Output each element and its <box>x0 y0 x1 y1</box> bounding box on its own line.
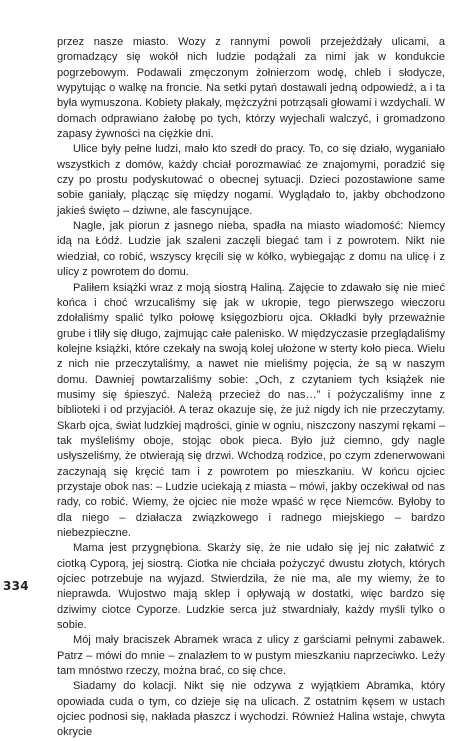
paragraph: Paliłem książki wraz z moją siostrą Haliną. Zajęcie to zdawało się nie mieć końca i choć wrzucaliśmy się jak w ukropie, tego pierwszego wieczoru zdołaliśmy spalić tylko połowę księgozbioru ojca. Okładki były przeważnie grube i tliły się długo, zajmując całe palenisko. W międzyczasie przeglądaliśmy kolejne książki, które czekały na swoją kolej ułożone w sterty koło pieca. Wielu z nich nie przeczytaliśmy, a nawet nie mieliśmy pojęcia, że są w naszym domu. Dawniej powtarzaliśmy sobie: „Och, z czytaniem tych książek nie musimy się śpieszyć. Należą przecież do nas…” i pożyczaliśmy inne z biblioteki i od przyjaciół. A teraz okazuje się, że już nigdy ich nie przeczytamy. Skarb ojca, świat ludzkiej mądrości, ginie w ogniu, niszczony naszymi rękami – tak myśleliśmy oboje, stojąc obok pieca. Było już ciemno, gdy nagle usłyszeliśmy, że otwierają się drzwi. Wchodzą rodzice, po czym zdenerwowani zaczynają się kręcić tam i z powrotem po mieszkaniu. W końcu ojciec przystaje obok nas: – Ludzie uciekają z miasta – mówi, jakby oczekiwał od nas rady, co robić. Wiemy, że ojciec nie może wpaść w ręce Niemców. Byłoby to dla niego – działacza związkowego i radnego miejskiego – bardzo niebezpieczne. <box>57 281 445 539</box>
paragraph: Siadamy do kolacji. Nikt się nie odzywa z wyjątkiem Abramka, który opowiada cuda o tym, co dzieje się na ulicach. Z ostatnim kęsem w ustach ojciec podnosi się, nakłada płaszcz i wychodzi. Również Halina wstaje, chwyta okrycie <box>57 680 445 739</box>
paragraph: Mój mały braciszek Abramek wraca z ulicy z garściami pełnymi zabawek. Patrz – mówi do mnie – znalazłem to w pustym mieszkaniu naprzeciwko. Leży tam mnóstwo rzeczy, można brać, co się chce. <box>57 634 445 678</box>
paragraph: Nagle, jak piorun z jasnego nieba, spadła na miasto wiadomość: Niemcy idą na Łódź. Ludzie jak szaleni zaczęli biegać tam i z powrotem. Nikt nie wiedział, co robić, wszyscy kręcili się w kółko, wybiegając z domu na ulicę i z ulicy z powrotem do domu. <box>57 220 445 279</box>
page-number: 334 <box>3 579 29 593</box>
body-text <box>57 35 445 741</box>
paragraph: przez nasze miasto. Wozy z rannymi powoli przejeżdżały ulicami, a gromadzący się wokół nich ludzie podążali za nimi jak w kondukcie pogrzebowym. Podawali zmęczonym żołnierzom wodę, chleb i słodycze, wypytując o walkę na froncie. Na setki pytań dostawali jedną odpowiedź, a i ta była wymuszona. Kobiety płakały, mężczyźni potrząsali głowami i wzdychali. W domach odprawiano żałobę po tych, którzy wyjechali walczyć, i gromadzono zapasy żywności na ciężkie dni. <box>57 36 445 141</box>
paragraph: Mama jest przygnębiona. Skarży się, że nie udało się jej nic załatwić z ciotką Cyporą, jej siostrą. Ciotka nie chciała pożyczyć dwustu złotych, których ojciec potrzebuje na wyjazd. Stwierdziła, że nie ma, ale my wiemy, że to nieprawda. Wujostwo mają sklep i opływają w dostatki, więc bardzo się dziwimy ciotce Cyporze. Ludzkie serca już stwardniały, każdy myśli tylko o sobie. <box>57 542 445 632</box>
paragraph: Ulice były pełne ludzi, mało kto szedł do pracy. To, co się działo, wyganiało wszystkich z domów, każdy chciał porozmawiać ze znajomymi, poradzić się czy po prostu podyskutować o obecnej sytuacji. Dzieci pozostawione same sobie ganiały, plącząc się między nogami. Wyglądało to, jakby obchodzono jakieś święto – dziwne, ale fascynujące. <box>57 143 445 217</box>
